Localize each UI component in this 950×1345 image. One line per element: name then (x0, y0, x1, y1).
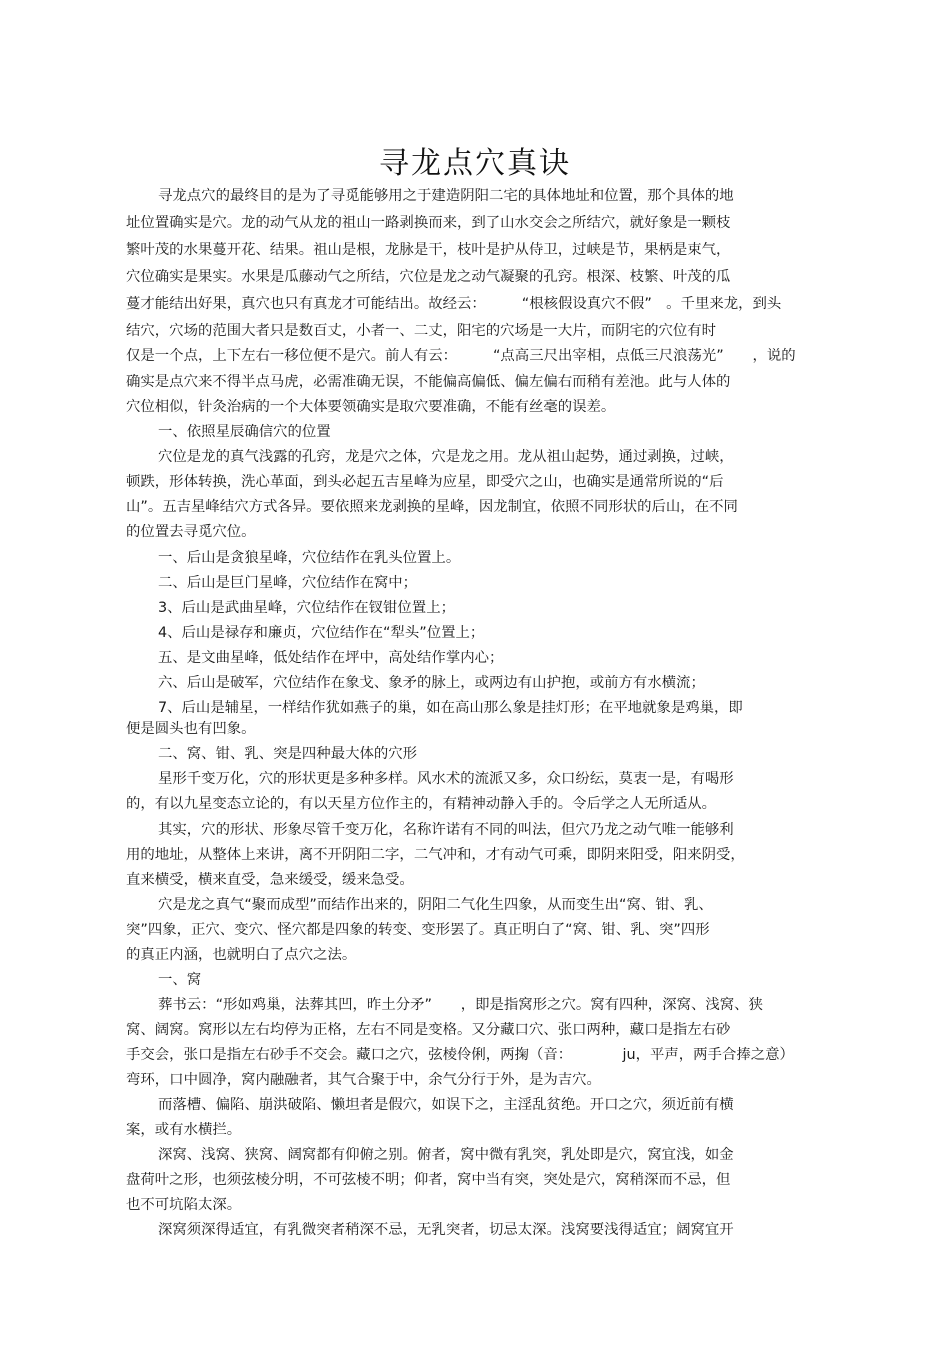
text-line: 一、后山是贪狼星峰，穴位结作在乳头位置上。 (158, 550, 461, 566)
text-line: 星形千变万化，穴的形状更是多种多样。风水术的流派又多，众口纷纭，莫衷一是，有喝形 (158, 771, 734, 787)
text-line: 址位置确实是穴。龙的动气从龙的祖山一路剥换而来，到了山水交会之所结穴，就好象是一颗枝 (126, 215, 731, 231)
text-line: 3、后山是武曲星峰，穴位结作在钗钳位置上； (158, 600, 455, 616)
text-line: 用的地址，从整体上来讲，离不开阴阳二字，二气冲和，才有动气可乘，即阴来阳受，阳来阴受， (126, 847, 745, 863)
text-line: 便是圆头也有凹象。 (126, 721, 256, 737)
text-line: 弯环，口中圆净，窝内融融者，其气合聚于中，余气分行于外，是为吉穴。 (126, 1072, 601, 1088)
text-line: 穴位是龙的真气浅露的孔窍，龙是穴之体，穴是龙之用。龙从祖山起势，通过剥换，过峡， (158, 449, 734, 465)
document-title: 寻龙点穴真诀 (379, 146, 571, 181)
text-line: 深窝须深得适宜，有乳微突者稍深不忌，无乳突者，切忌太深。浅窝要浅得适宜；阔窝宜开 (158, 1222, 734, 1238)
text-line: 案，或有水横拦。 (126, 1122, 242, 1138)
text-line: 窝、阔窝。窝形以左右均停为正格，左右不同是变格。又分藏口穴、张口两种，藏口是指左右砂 (126, 1022, 731, 1038)
text-line: 而落槽、偏陷、崩洪破陷、懒坦者是假穴，如误下之，主淫乱贫绝。开口之穴，须近前有横 (158, 1097, 734, 1113)
text-line: 山”。五吉星峰结穴方式各异。要依照来龙剥换的星峰，因龙制宜，依照不同形状的后山，在不同 (126, 499, 738, 515)
text-line: 蔓才能结出好果，真穴也只有真龙才可能结出。故经云： “根核假设真穴不假” 。千里来龙，到头 (126, 296, 782, 312)
text-line: 二、后山是巨门星峰，穴位结作在窝中； (158, 575, 418, 591)
text-line: 的，有以九星变态立论的，有以天星方位作主的，有精神动静入手的。令后学之人无所适从。 (126, 796, 717, 812)
text-line: 直来横受，横来直受，急来缓受，缓来急受。 (126, 872, 414, 888)
text-line: 深窝、浅窝、狭窝、阔窝都有仰俯之别。俯者，窝中微有乳突，乳处即是穴，窝宜浅，如金 (158, 1147, 734, 1163)
text-line: 六、后山是破军，穴位结作在象戈、象矛的脉上，或两边有山护抱，或前方有水横流； (158, 675, 705, 691)
text-line: 的真正内涵，也就明白了点穴之法。 (126, 947, 357, 963)
text-line: 确实是点穴来不得半点马虎，必需准确无误，不能偏高偏低、偏左偏右而稍有差池。此与人体的 (126, 374, 731, 390)
text-line: 葬书云：“形如鸡巢，法葬其凹，昨土分矛” ，即是指窝形之穴。窝有四种，深窝、浅窝、狭 (158, 997, 763, 1013)
text-line: 突”四象，正穴、变穴、怪穴都是四象的转变、变形罢了。真正明白了“窝、钳、乳、突”四形 (126, 922, 710, 938)
text-line: 其实，穴的形状、形象尽管千变万化，名称许诺有不同的叫法，但穴乃龙之动气唯一能够利 (158, 822, 734, 838)
text-line: 寻龙点穴的最终目的是为了寻觅能够用之于建造阴阳二宅的具体地址和位置，那个具体的地 (158, 188, 734, 204)
text-line: 顿跌，形体转换，洗心革面，到头必起五吉星峰为应星，即受穴之山，也确实是通常所说的“后 (126, 474, 724, 490)
text-line: 7、后山是辅星，一样结作犹如燕子的巢，如在高山那么象是挂灯形；在平地就象是鸡巢，即 (158, 700, 743, 716)
text-line: 二、窝、钳、乳、突是四种最大体的穴形 (158, 746, 418, 762)
text-line: 也不可坑陷太深。 (126, 1197, 242, 1213)
text-line: 一、依照星辰确信穴的位置 (158, 424, 331, 440)
text-line: 的位置去寻觅穴位。 (126, 524, 256, 540)
text-line: 繁叶茂的水果蔓开花、结果。祖山是根，龙脉是干，枝叶是护从侍卫，过峡是节，果柄是束气， (126, 242, 731, 258)
text-line: 手交会，张口是指左右砂手不交会。藏口之穴，弦棱伶俐，两掬（音： ju，平声，两手合捧之意） (126, 1047, 794, 1063)
text-line: 五、是文曲星峰，低处结作在坪中，高处结作掌内心； (158, 650, 504, 666)
text-line: 结穴，穴场的范围大者只是数百丈，小者一、二丈，阳宅的穴场是一大片，而阴宅的穴位有时 (126, 323, 717, 339)
text-line: 仅是一个点，上下左右一移位便不是穴。前人有云： “点高三尺出宰相，点低三尺浪荡光” ，说的 (126, 348, 796, 364)
text-line: 穴位相似，针灸治病的一个大体要领确实是取穴要准确，不能有丝毫的误差。 (126, 399, 616, 415)
text-line: 盘荷叶之形，也须弦棱分明，不可弦棱不明；仰者，窝中当有突，突处是穴，窝稍深而不忌，但 (126, 1172, 731, 1188)
text-line: 穴位确实是果实。水果是瓜藤动气之所结，穴位是龙之动气凝聚的孔窍。根深、枝繁、叶茂的瓜 (126, 269, 731, 285)
text-line: 穴是龙之真气“聚而成型”而结作出来的，阴阳二气化生四象，从而变生出“窝、钳、乳、 (158, 897, 713, 913)
text-line: 一、窝 (158, 972, 202, 988)
text-line: 4、后山是禄存和廉贞，穴位结作在“犁头”位置上； (158, 625, 485, 641)
